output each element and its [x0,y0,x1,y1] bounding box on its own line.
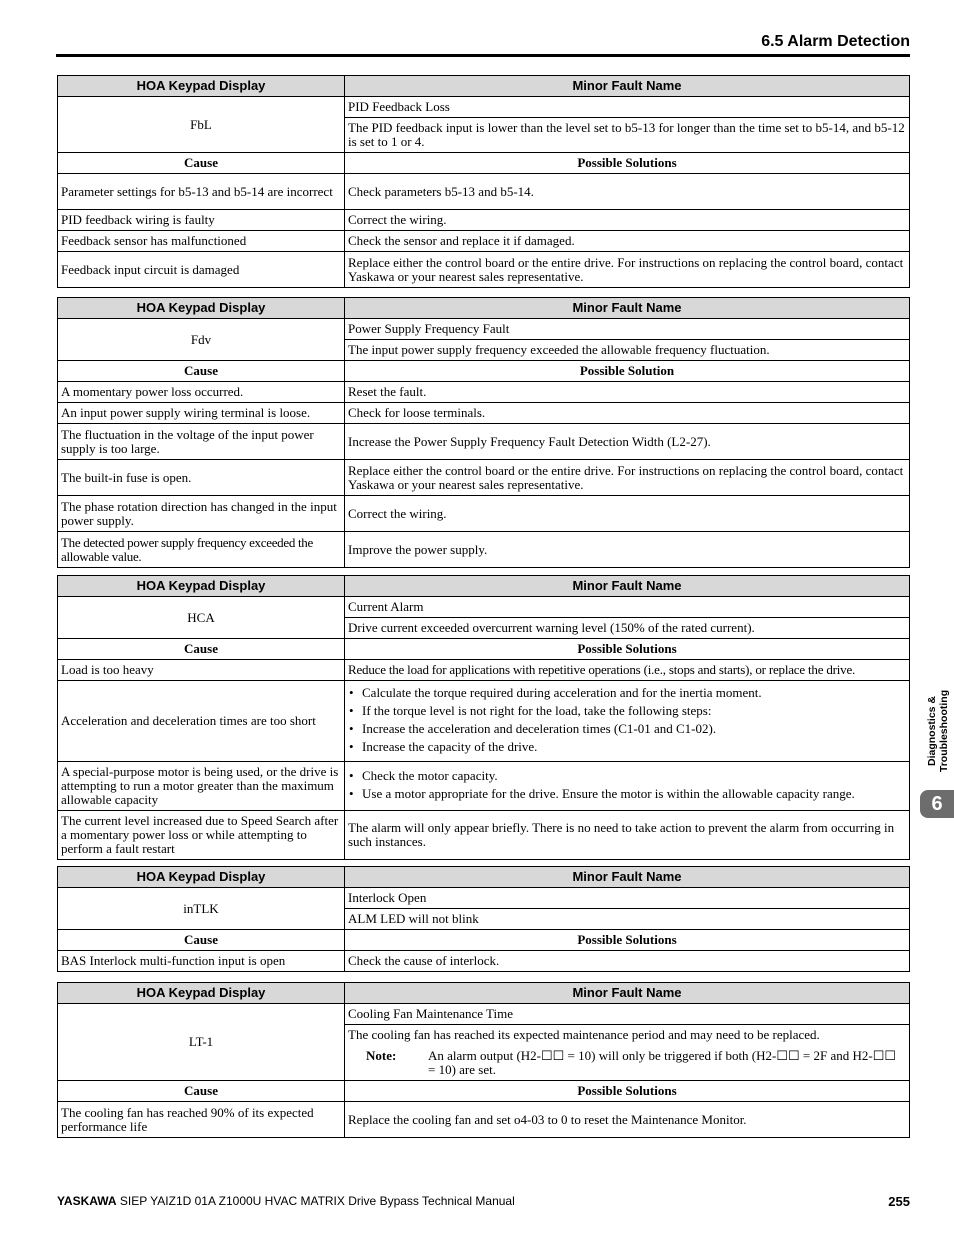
fault-table-fdv [57,297,910,568]
note-text: An alarm output (H2-☐☐ = 10) will only be triggered if both (H2-☐☐ = 2F and H2-☐☐ = 10) are set. [428,1048,897,1077]
cause-cell: PID feedback wiring is faulty [58,210,345,231]
cause-header: Cause [58,361,345,382]
page-footer [57,1194,910,1209]
solution-cell: Replace the cooling fan and set o4-03 to 0 to reset the Maintenance Monitor. [345,1102,910,1138]
cause-cell: Feedback sensor has malfunctioned [58,231,345,252]
footer-manual-name: SIEP YAIZ1D 01A Z1000U HVAC MATRIX Drive Bypass Technical Manual [119,1194,515,1208]
solution-cell: Reduce the load for applications with repetitive operations (i.e., stops and starts), or replace the drive. [345,660,910,681]
solution-bullet: • Calculate the torque required during acceleration and for the inertia moment. [348,686,906,700]
name-header: Minor Fault Name [345,298,910,319]
fault-description: The input power supply frequency exceeded the allowable frequency fluctuation. [345,340,910,361]
cause-cell: The detected power supply frequency exceeded the allowable value. [58,532,345,568]
solution-cell: Check the sensor and replace it if damaged. [345,231,910,252]
solution-bullet: • Use a motor appropriate for the drive. Ensure the motor is within the allowable capacity range. [348,787,906,801]
fault-table-hca [57,575,910,860]
cause-cell: The phase rotation direction has changed in the input power supply. [58,496,345,532]
solutions-header: Possible Solutions [345,930,910,951]
display-header: HOA Keypad Display [58,867,345,888]
solution-bullet-list [348,686,906,754]
fault-name: PID Feedback Loss [345,97,910,118]
cause-cell: The current level increased due to Speed Search after a momentary power loss or while attempting to perform a fault restart [58,811,345,860]
solution-cell: Check parameters b5-13 and b5-14. [345,174,910,210]
display-code: inTLK [58,888,345,930]
solution-bullet: • Increase the acceleration and deceleration times (C1-01 and C1-02). [348,722,906,736]
solution-bullet: • If the torque level is not right for the load, take the following steps: [348,704,906,718]
solution-cell: Replace either the control board or the entire drive. For instructions on replacing the control board, contact Yaskawa or your nearest sales representative. [345,460,910,496]
display-header: HOA Keypad Display [58,76,345,97]
solution-cell: Check for loose terminals. [345,403,910,424]
cause-cell: BAS Interlock multi-function input is open [58,951,345,972]
footer-manual-title [57,1194,515,1209]
display-code: LT-1 [58,1004,345,1081]
solution-cell: Correct the wiring. [345,210,910,231]
fault-description: ALM LED will not blink [345,909,910,930]
display-code: FbL [58,97,345,153]
fault-table-fbl [57,75,910,288]
solution-cell: Reset the fault. [345,382,910,403]
solution-cell: Replace either the control board or the entire drive. For instructions on replacing the control board, contact Yaskawa or your nearest sales representative. [345,252,910,288]
cause-header: Cause [58,1081,345,1102]
header-rule [56,54,910,57]
cause-cell: A special-purpose motor is being used, or the drive is attempting to run a motor greater than the maximum allowable capacity [58,762,345,811]
cause-cell: A momentary power loss occurred. [58,382,345,403]
solutions-header: Possible Solutions [345,639,910,660]
solutions-header: Possible Solutions [345,153,910,174]
cause-cell: Feedback input circuit is damaged [58,252,345,288]
chapter-number-tab: 6 [920,790,954,818]
fault-description: Drive current exceeded overcurrent warning level (150% of the rated current). [345,618,910,639]
fault-description: The cooling fan has reached its expected maintenance period and may need to be replaced. [348,1027,820,1042]
fault-description: The PID feedback input is lower than the level set to b5-13 for longer than the time set to b5-14, and b5-12 is set to 1 or 4. [345,118,910,153]
chapter-side-tab [922,684,954,779]
display-code: HCA [58,597,345,639]
cause-cell: Load is too heavy [58,660,345,681]
solution-cell: Correct the wiring. [345,496,910,532]
name-header: Minor Fault Name [345,576,910,597]
solution-cell [345,762,910,811]
cause-cell: Parameter settings for b5-13 and b5-14 are incorrect [58,174,345,210]
fault-table-lt1 [57,982,910,1138]
solution-bullet: • Increase the capacity of the drive. [348,740,906,754]
display-header: HOA Keypad Display [58,576,345,597]
display-header: HOA Keypad Display [58,298,345,319]
cause-header: Cause [58,153,345,174]
solution-cell: Increase the Power Supply Frequency Fault Detection Width (L2-27). [345,424,910,460]
fault-table-intlk [57,866,910,972]
fault-description-cell [345,1025,910,1081]
cause-cell: The cooling fan has reached 90% of its expected performance life [58,1102,345,1138]
page-number: 255 [888,1194,910,1209]
section-title: 6.5 Alarm Detection [761,33,910,50]
cause-cell: The built-in fuse is open. [58,460,345,496]
name-header: Minor Fault Name [345,983,910,1004]
solution-bullet: • Check the motor capacity. [348,769,906,783]
name-header: Minor Fault Name [345,76,910,97]
fault-name: Current Alarm [345,597,910,618]
cause-header: Cause [58,930,345,951]
solution-cell: Check the cause of interlock. [345,951,910,972]
display-header: HOA Keypad Display [58,983,345,1004]
name-header: Minor Fault Name [345,867,910,888]
solution-cell: Improve the power supply. [345,532,910,568]
solution-cell [345,681,910,762]
cause-header: Cause [58,639,345,660]
fault-name: Cooling Fan Maintenance Time [345,1004,910,1025]
fault-name: Power Supply Frequency Fault [345,319,910,340]
footer-brand: YASKAWA [57,1194,117,1208]
note-label: Note: [366,1048,397,1063]
cause-cell: An input power supply wiring terminal is loose. [58,403,345,424]
display-code: Fdv [58,319,345,361]
solution-header: Possible Solution [345,361,910,382]
chapter-side-label: Diagnostics & Troubleshooting [926,689,950,773]
solution-bullet-list [348,769,906,801]
note [348,1049,906,1077]
solution-cell: The alarm will only appear briefly. There is no need to take action to prevent the alarm from occurring in such instances. [345,811,910,860]
cause-cell: The fluctuation in the voltage of the input power supply is too large. [58,424,345,460]
fault-name: Interlock Open [345,888,910,909]
solutions-header: Possible Solutions [345,1081,910,1102]
cause-cell: Acceleration and deceleration times are too short [58,681,345,762]
